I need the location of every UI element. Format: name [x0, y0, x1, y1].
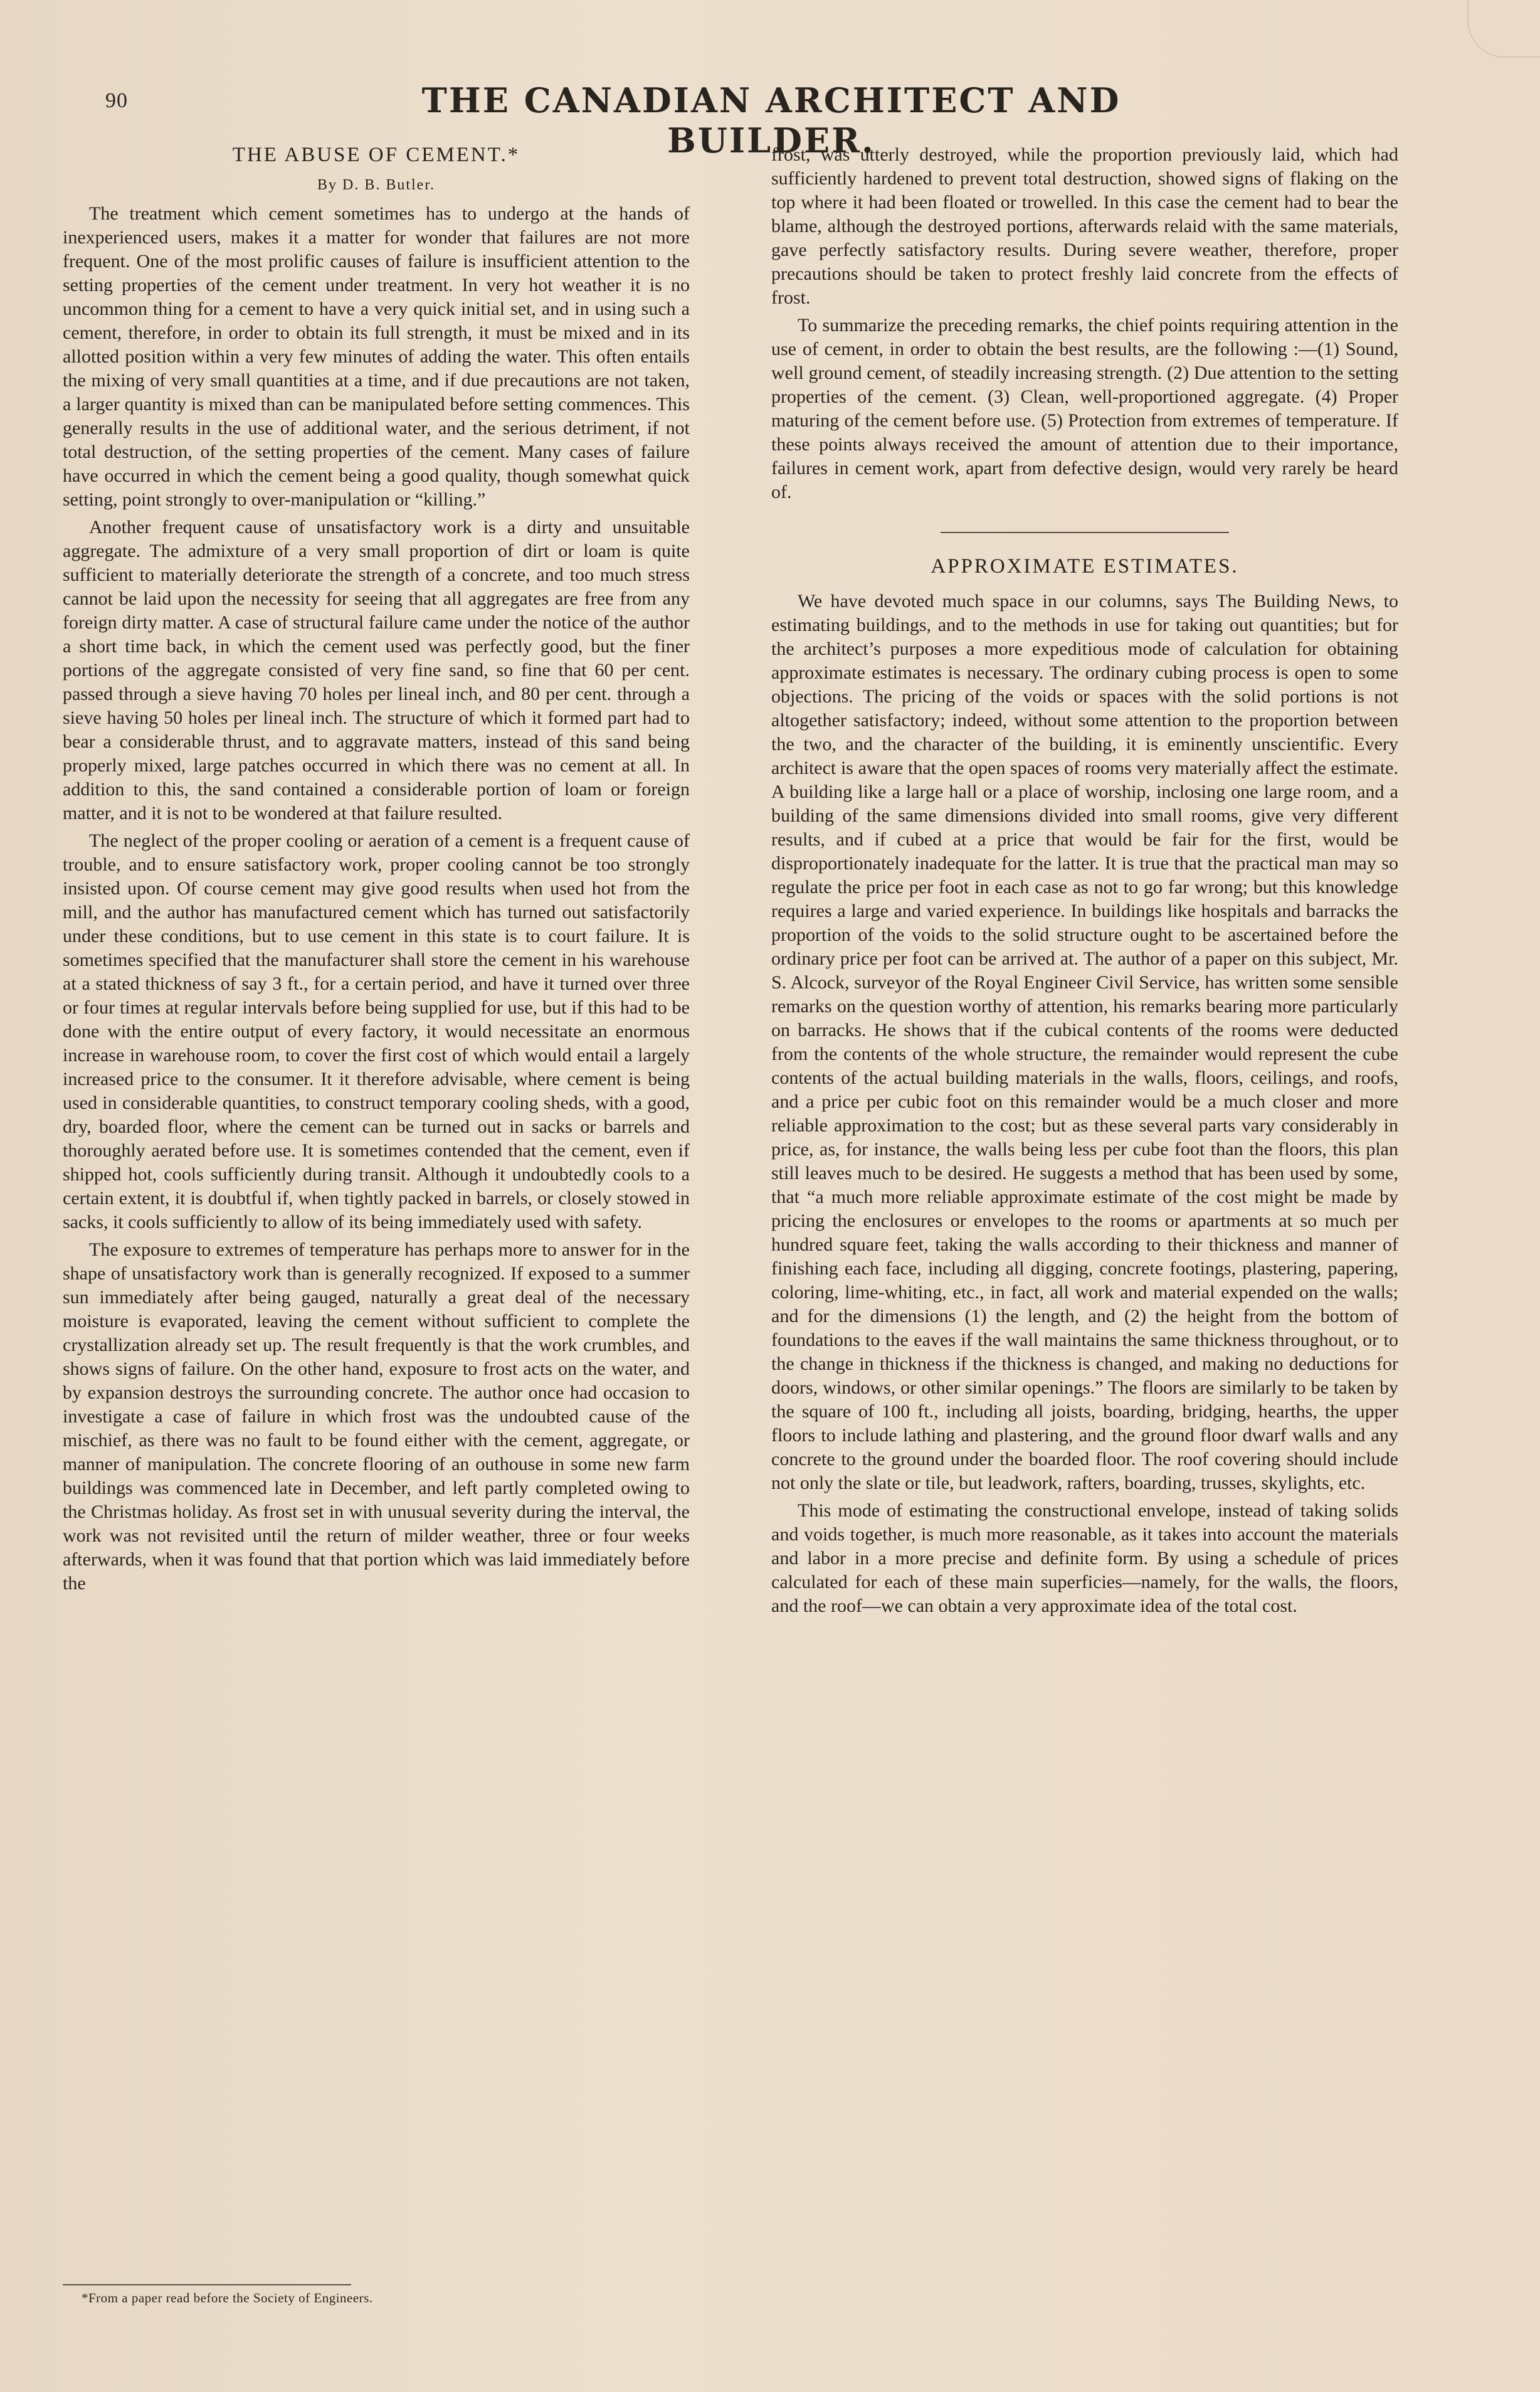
article-paragraph: This mode of estimating the constructional envelope, instead of taking solids and voids together, is much more reasonable, as it takes into account the materials and labor in a more precise and definite form. By using a schedule of prices calculated for each of these main superficies—namely, for the walls, the floors, and the roof—we can obtain a very approximate idea of the total cost.: [771, 1500, 1398, 1616]
footnote: *From a paper read before the Society of Engineers.: [82, 2290, 373, 2305]
article-paragraph: The neglect of the proper cooling or aeration of a cement is a frequent cause of trouble, and to ensure satisfactory work, proper cooling cannot be too strongly insisted upon. Of course cement may give good results when used hot from the mill, and the author has manufactured cement which has turned out satisfactorily under these conditions, but to use cement in this state is to court failure. It is sometimes specified that the manufacturer shall store the cement in his warehouse at a stated thickness of say 3 ft., for a certain period, and have it turned over three or four times at regular intervals before being supplied for use, but if this had to be done with the entire output of every factory, it would necessitate an enormous increase in warehouse room, to cover the first cost of which would entail a largely increased price to the consumer. It it therefore advisable, where cement is being used in considerable quantities, to construct temporary cooling sheds, with a good, dry, boarded floor, where the cement can be turned out in sacks or barrels and thoroughly aerated before use. It is sometimes contended that the cement, even if shipped hot, cools sufficiently during transit. Although it undoubtedly cools to a certain extent, it is doubtful if, when tightly packed in barrels, or closely stowed in sacks, it cools sufficiently to allow of its being immediately used with safety.: [63, 830, 690, 1232]
article-paragraph-continued: frost, was utterly destroyed, while the proportion previously laid, which had sufficiently hardened to prevent total destruction, showed signs of flaking on the top where it had been floated or trowelled. In this case the cement had to bear the blame, although the destroyed portions, afterwards relaid with the same materials, gave perfectly satisfactory results. During severe weather, therefore, proper precautions should be taken to protect freshly laid concrete from the effects of frost.: [771, 144, 1398, 308]
footnote-divider: [63, 2284, 351, 2285]
section-divider: [941, 532, 1229, 533]
article-paragraph: To summarize the preceding remarks, the chief points requiring attention in the use of cement, in order to obtain the best results, are the following :—(1) Sound, well ground cement, of steadily increasing strength. (2) Due attention to the setting properties of the cement. (3) Clean, well-proportioned aggregate. (4) Proper maturing of the cement before use. (5) Protection from extremes of temperature. If these points always received the amount of attention due to their importance, failures in cement work, apart from defective design, would very rarely be heard of.: [771, 315, 1398, 502]
masthead: THE CANADIAN ARCHITECT AND BUILDER.: [421, 80, 1121, 161]
article-paragraph: We have devoted much space in our columns, says The Building News, to estimating buildings, and to the methods in use for taking out quantities; but for the architect’s purposes a more expeditious mode of calculation for obtaining approximate estimates is necessary. The ordinary cubing process is open to some objections. The pricing of the voids or spaces with the solid portions is not altogether satisfactory; indeed, without some attention to the proportion between the two, and the character of the building, it is eminently unscientific. Every architect is aware that the open spaces of rooms very materially affect the estimate. A building like a large hall or a place of worship, inclosing one large room, and a building of the same dimensions divided into small rooms, give very different results, and if cubed at a price that would be fair for the first, would be disproportionately inadequate for the latter. It is true that the practical man may so regulate the price per foot in each case as not to go far wrong; but this knowledge requires a large and varied experience. In buildings like hospitals and barracks the proportion of the voids to the solid structure ought to be ascertained before the ordinary price per foot can be arrived at. The author of a paper on this subject, Mr. S. Alcock, surveyor of the Royal Engineer Civil Service, has written some sensible remarks on the question worthy of attention, his remarks bearing more particularly on barracks. He shows that if the cubical contents of the rooms were deducted from the contents of the whole structure, the remainder would represent the cube contents of the actual building materials in the walls, floors, ceilings, and roofs, and a price per cubic foot on this remainder would be a much closer and more reliable approximation to the cost; but as these several parts vary considerably in price, as, for instance, the walls being less per cube foot than the floors, this plan still leaves much to be desired. He suggests a method that has been used by some, that “a much more reliable approximate estimate of the cost might be made by pricing the enclosures or envelopes to the rooms or apartments at so much per hundred square feet, taking the walls according to their thickness and manner of finishing each face, including all digging, concrete footings, plastering, papering, coloring, lime-whiting, etc., in fact, all work and material expended on the walls; and for the dimensions (1) the length, and (2) the height from the bottom of foundations to the eaves if the wall maintains the same thickness throughout, or to the change in thickness if the thickness is changed, and making no deductions for doors, windows, or other similar openings.” The floors are similarly to be taken by the square of 100 ft., including all joists, boarding, bridging, hearths, the upper floors to include lathing and plastering, and the ground floor dwarf walls and any concrete to the ground under the boarded floor. The roof covering should include not only the slate or tile, but leadwork, rafters, boarding, trusses, skylights, etc.: [771, 591, 1398, 1493]
article-paragraph: The treatment which cement sometimes has to undergo at the hands of inexperienced users, makes it a matter for wonder that failures are not more frequent. One of the most prolific causes of failure is insufficient attention to the setting properties of the cement under treatment. In very hot weather it is no uncommon thing for a cement to have a very quick initial set, and in using such a cement, therefore, in order to obtain its full strength, it must be mixed and in its allotted position within a very few minutes of adding the water. This often entails the mixing of very small quantities at a time, and if due precautions are not taken, a larger quantity is mixed than can be manipulated before setting commences. This generally results in the use of additional water, and the serious detriment, if not total destruction, of the setting properties of the cement. Many cases of failure have occurred in which the cement being a good quality, though somewhat quick setting, point strongly to over-manipulation or “killing.”: [63, 203, 690, 510]
page-corner-mark: [1467, 0, 1540, 58]
article-title-abuse-of-cement: THE ABUSE OF CEMENT.*: [232, 144, 520, 166]
article-paragraph: The exposure to extremes of temperature has perhaps more to answer for in the shape of unsatisfactory work than is generally recognized. If exposed to a summer sun immediately after being gauged, naturally a great deal of the necessary moisture is evaporated, leaving the cement without sufficient to complete the crystallization already set up. The result frequently is that the work crumbles, and shows signs of failure. On the other hand, exposure to frost acts on the water, and by expansion destroys the surrounding concrete. The author once had occasion to investigate a case of failure in which frost was the undoubted cause of the mischief, as there was no fault to be found either with the cement, aggregate, or manner of manipulation. The concrete flooring of an outhouse in some new farm buildings was commenced late in December, and left partly completed owing to the Christmas holiday. As frost set in with unusual severity during the interval, the work was not revisited until the return of milder weather, three or four weeks afterwards, when it was found that that portion which was laid immediately before the: [63, 1239, 690, 1594]
article-paragraph: Another frequent cause of unsatisfactory work is a dirty and unsuitable aggregate. The admixture of a very small proportion of dirt or loam is quite sufficient to materially deteriorate the strength of a concrete, and too much stress cannot be laid upon the necessity for seeing that all aggregates are free from any foreign dirty matter. A case of structural failure came under the notice of the author a short time back, in which the cement used was perfectly good, but the finer portions of the aggregate consisted of very fine sand, so fine that 60 per cent. passed through a sieve having 70 holes per lineal inch, and 80 per cent. through a sieve having 50 holes per lineal inch. The structure of which it formed part had to bear a considerable thrust, and to aggravate matters, instead of this sand being properly mixed, large patches occurred in which there was no cement at all. In addition to this, the sand contained a considerable portion of loam or foreign matter, and it is not to be wondered at that failure resulted.: [63, 517, 690, 823]
page-number: 90: [105, 89, 128, 112]
article-title-approximate-estimates: APPROXIMATE ESTIMATES.: [931, 555, 1239, 578]
left-column: [63, 143, 690, 1599]
right-column: [771, 143, 1398, 1622]
article-byline: By D. B. Butler.: [317, 177, 435, 193]
